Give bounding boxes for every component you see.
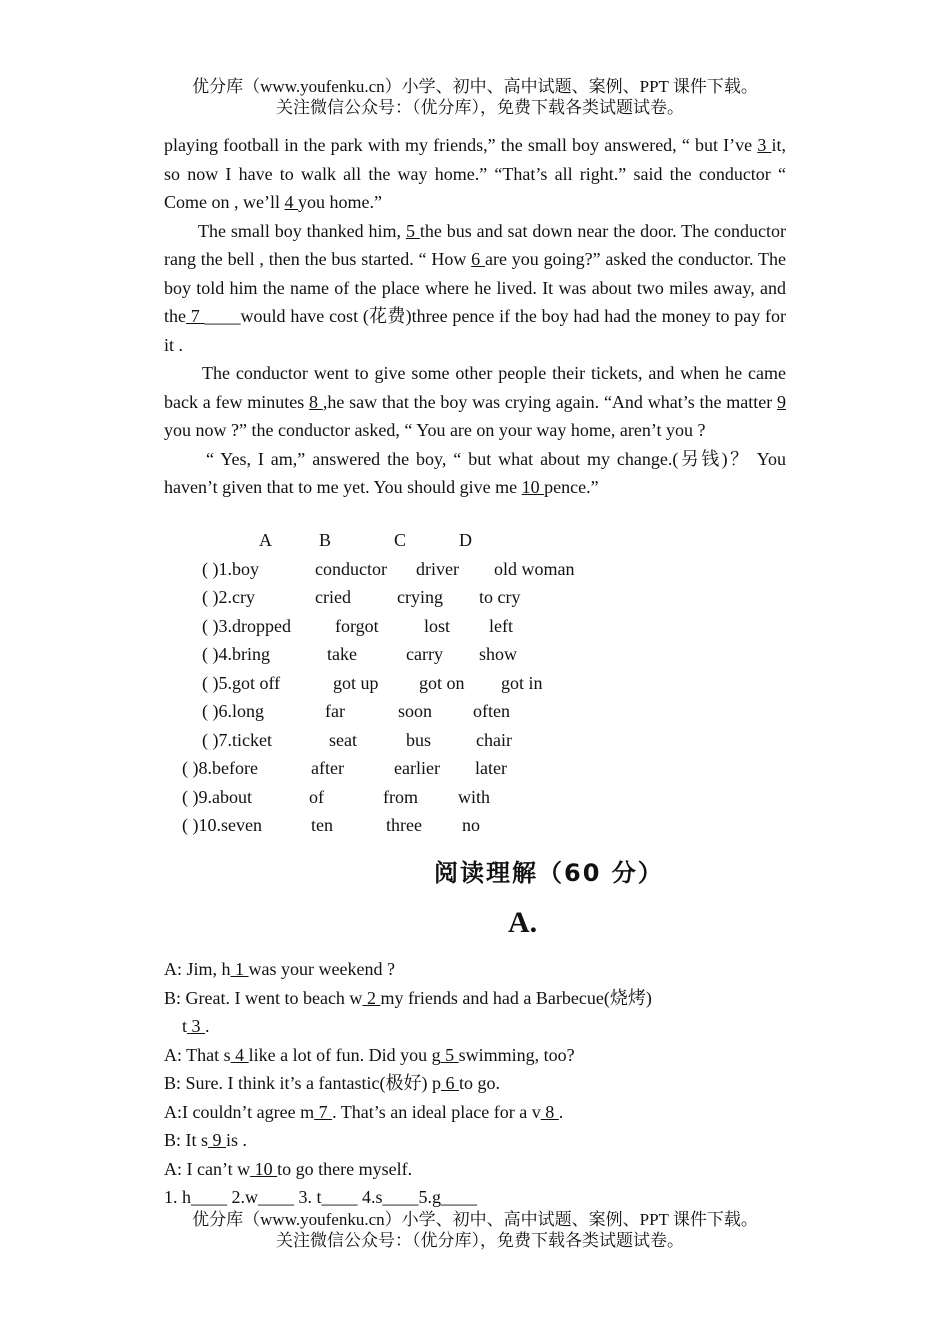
text-run: . That’s an ideal place for a v: [332, 1101, 541, 1122]
passage-paragraph-3: [164, 359, 786, 445]
text-run: the bus and sat down near the door. The conductor rang the bell , then the bus started. “ How: [164, 220, 787, 269]
text-run: ,he saw that the boy was crying again. “And what’s the matter: [322, 391, 777, 412]
dialogue-blank-8: 8: [540, 1101, 559, 1122]
option-c: crying: [397, 587, 443, 607]
option-a: ( )7.ticket: [202, 729, 272, 750]
dialogue-blank-3: 3: [187, 1016, 206, 1036]
dialogue-line-2: [164, 984, 652, 1012]
footer-line-1: 优分库（www.youfenku.cn）小学、初中、高中试题、案例、PPT 课件下载。: [192, 1210, 758, 1229]
blank-10: 10: [521, 477, 545, 497]
dialogue-blank-2: 2: [362, 987, 381, 1008]
section-title: 阅读理解（60 分）: [434, 859, 664, 887]
option-b: got up: [333, 672, 379, 693]
text-run: to go.: [458, 1073, 500, 1093]
text-run: The conductor went to give some other people their tickets, and when he came back a few minutes: [164, 363, 786, 412]
option-b: of: [309, 786, 324, 807]
text-run: A: Jim, h: [164, 959, 231, 979]
text-run: t: [182, 1016, 188, 1036]
option-c: got on: [419, 672, 465, 693]
dialogue-line-7: [164, 1126, 247, 1154]
option-d: often: [473, 701, 510, 721]
option-d: chair: [476, 729, 512, 750]
passage-paragraph-4: [164, 445, 786, 502]
section-part-a: A.: [508, 906, 538, 939]
option-a: ( )9.about: [182, 786, 252, 807]
option-b: ten: [311, 815, 333, 835]
text-run: ____would have cost (花费)three pence if the boy had had the money to pay for it .: [164, 306, 787, 355]
text-run: The small boy thanked him,: [198, 220, 406, 241]
text-run: B: Sure. I think it’s a fantastic(极好) p: [164, 1073, 441, 1093]
footer-line-2: 关注微信公众号：（优分库），免费下载各类试题试卷。: [276, 1231, 684, 1250]
passage-paragraph-1: [164, 131, 786, 217]
option-c: soon: [398, 701, 433, 721]
option-a: ( )4.bring: [202, 644, 270, 664]
text-run: my friends and had a Barbecue(烧烤): [380, 987, 652, 1008]
dialogue-line-5: [164, 1069, 500, 1097]
page-header: [0, 76, 950, 118]
text-run: to go there myself.: [277, 1158, 413, 1179]
page-footer: [0, 1209, 950, 1251]
dialogue-blank-6: 6: [440, 1073, 459, 1093]
text-run: it, so now I have to walk all the way home.” “That’s all right.” said the conductor “ Come on , we’ll: [164, 135, 786, 212]
option-c: bus: [406, 729, 432, 750]
option-b: after: [311, 758, 344, 778]
option-a: ( )10.seven: [182, 815, 262, 835]
header-line-1: 优分库（www.youfenku.cn）小学、初中、高中试题、案例、PPT 课件下载。: [192, 77, 758, 96]
dialogue-line-6: [164, 1098, 563, 1126]
text-run: you home.”: [297, 192, 382, 212]
option-a: ( )2.cry: [202, 587, 255, 607]
blank-8: 8: [309, 391, 323, 412]
column-header-d: D: [459, 530, 472, 550]
text-run: playing football in the park with my friends,” the small boy answered, “ but I’ve: [164, 135, 758, 155]
column-header-b: B: [319, 530, 332, 550]
text-run: A: That s: [164, 1044, 231, 1065]
text-run: .: [558, 1101, 564, 1122]
blank-7: 7: [186, 306, 205, 326]
blank-6: 6: [471, 249, 485, 269]
option-c: carry: [406, 644, 443, 664]
dialogue-line-3: [182, 1012, 210, 1040]
text-run: is .: [226, 1130, 248, 1150]
option-a: ( )1.boy: [202, 558, 259, 579]
text-run: pence.”: [544, 477, 599, 497]
text-run: “ Yes, I am,” answered the boy, “ but what about my change.(另钱)？ You haven’t given that to me yet. You should give me: [164, 448, 786, 497]
option-d: show: [479, 644, 518, 664]
answer-blanks-line: 1. h____ 2.w____ 3. t____ 4.s____5.g____: [164, 1187, 478, 1207]
dialogue-blank-1: 1: [230, 959, 249, 979]
option-d: no: [462, 815, 480, 835]
option-d: later: [475, 758, 507, 778]
text-run: .: [205, 1016, 210, 1036]
dialogue-line-4: [164, 1041, 575, 1069]
header-line-2: 关注微信公众号：（优分库），免费下载各类试题试卷。: [276, 98, 684, 117]
dialogue-line-1: [164, 955, 395, 983]
column-header-a: A: [259, 530, 272, 550]
option-b: far: [325, 701, 345, 721]
text-run: swimming, too?: [458, 1044, 575, 1065]
text-run: A: I can’t w: [164, 1158, 251, 1179]
text-run: B: Great. I went to beach w: [164, 987, 363, 1008]
text-run: B: It s: [164, 1130, 209, 1150]
dialogue-blank-9: 9: [208, 1130, 227, 1150]
passage-paragraph-2: [164, 217, 786, 360]
dialogue-blank-10: 10: [250, 1158, 278, 1179]
option-d: with: [458, 786, 491, 807]
option-d: old woman: [494, 558, 575, 579]
option-c: three: [386, 815, 422, 835]
option-b: forgot: [335, 615, 379, 636]
option-a: ( )3.dropped: [202, 615, 291, 636]
option-d: to cry: [479, 587, 521, 607]
option-c: lost: [424, 615, 451, 636]
option-a: ( )5.got off: [202, 672, 281, 693]
text-run: like a lot of fun. Did you g: [248, 1044, 441, 1065]
option-a: ( )6.long: [202, 701, 264, 721]
option-b: conductor: [315, 558, 387, 579]
option-a: ( )8.before: [182, 758, 258, 778]
option-b: take: [327, 644, 357, 664]
text-run: you now ?” the conductor asked, “ You are on your way home, aren’t you ?: [164, 420, 706, 440]
blank-5: 5: [405, 220, 420, 241]
dialogue-blank-4: 4: [230, 1044, 249, 1065]
dialogue-blank-7: 7: [314, 1101, 333, 1122]
text-run: are you going?” asked the conductor. The boy told him the name of the place where he lived. It was about two miles away, and the: [164, 249, 786, 326]
blank-3: 3: [757, 135, 772, 155]
cloze-passage: [164, 131, 786, 502]
option-b: seat: [329, 729, 357, 750]
dialogue-blank-5: 5: [440, 1044, 459, 1065]
blank-4: 4: [284, 192, 298, 212]
option-b: cried: [315, 587, 351, 607]
option-d: left: [489, 615, 513, 636]
text-run: A:I couldn’t agree m: [164, 1101, 315, 1122]
column-header-c: C: [394, 530, 407, 550]
option-d: got in: [501, 672, 543, 693]
option-c: from: [383, 786, 418, 807]
option-c: driver: [416, 558, 459, 579]
dialogue-line-8: [164, 1155, 412, 1183]
blank-9: 9: [777, 391, 786, 412]
option-c: earlier: [394, 758, 440, 778]
text-run: was your weekend ?: [248, 959, 395, 979]
